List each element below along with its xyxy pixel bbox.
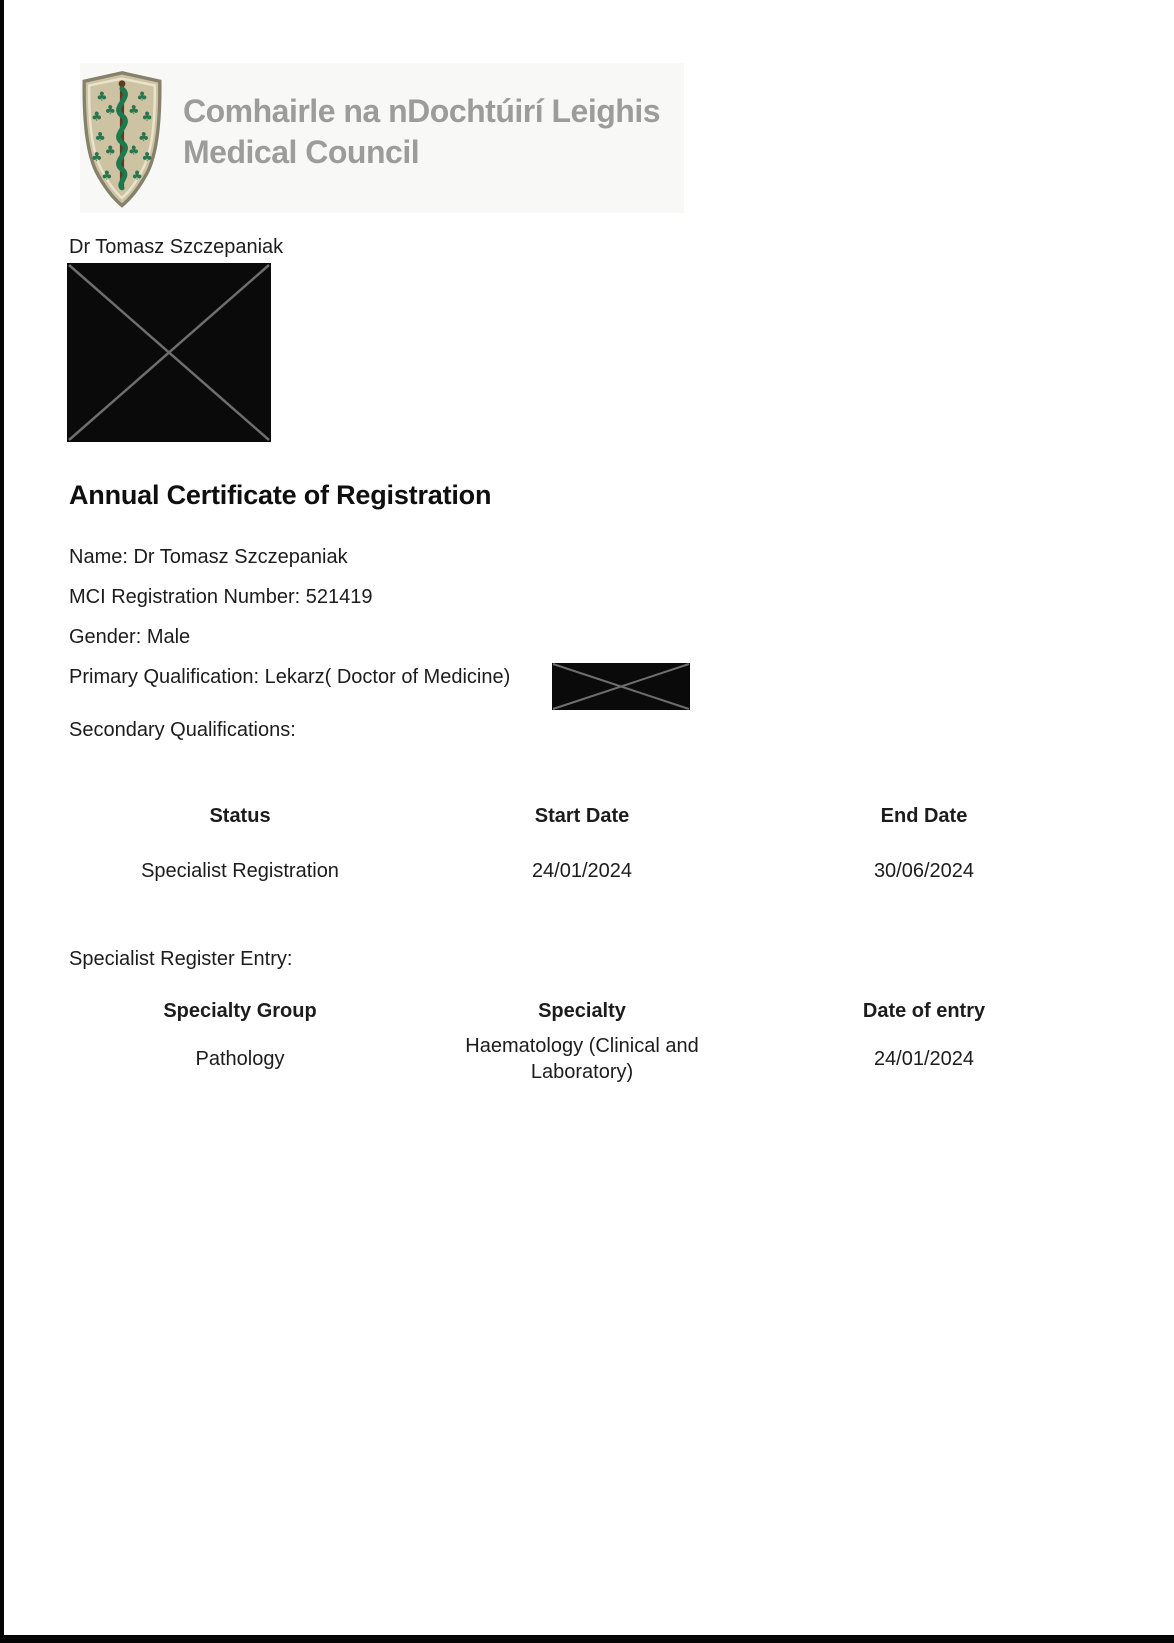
column-header-date-of-entry: Date of entry — [862, 1000, 986, 1022]
name-field: Name: Dr Tomasz Szczepaniak — [69, 546, 348, 568]
svg-text:♣: ♣ — [128, 101, 140, 117]
logo-wordmark — [183, 91, 660, 173]
practitioner-name: Dr Tomasz Szczepaniak — [69, 236, 284, 258]
photo-placeholder — [67, 263, 271, 442]
svg-text:♣: ♣ — [104, 101, 116, 117]
specialty-group-value: Pathology — [195, 1048, 285, 1070]
qualification-redaction-box — [552, 663, 690, 710]
specialty-value: Haematology (Clinical and Laboratory) — [465, 1035, 699, 1083]
gender-field: Gender: Male — [69, 626, 191, 648]
scan-edge-left — [0, 0, 4, 1643]
medical-council-shield-icon — [80, 70, 164, 210]
svg-text:♣: ♣ — [131, 167, 143, 183]
svg-text:♣: ♣ — [138, 128, 150, 144]
specialist-register-header-row — [69, 998, 1095, 1024]
registration-table-header-row — [69, 803, 1095, 829]
medical-council-logo — [80, 63, 684, 213]
status-value: Specialist Registration — [141, 860, 339, 882]
column-header-specialty-group: Specialty Group — [163, 1000, 317, 1022]
svg-text:♣: ♣ — [141, 108, 153, 124]
svg-text:♣: ♣ — [94, 128, 106, 144]
registration-table-row — [69, 858, 1095, 884]
column-header-status: Status — [209, 805, 271, 827]
svg-text:♣: ♣ — [91, 149, 103, 164]
scan-edge-bottom — [0, 1635, 1174, 1643]
svg-text:♣: ♣ — [101, 167, 113, 183]
svg-text:♣: ♣ — [136, 88, 148, 104]
svg-text:♣: ♣ — [141, 149, 153, 164]
svg-text:♣: ♣ — [91, 108, 103, 124]
specialist-register-row — [69, 1031, 1095, 1087]
page-title: Annual Certificate of Registration — [69, 480, 492, 510]
mci-registration-number-field: MCI Registration Number: 521419 — [69, 586, 373, 608]
specialist-register-label: Specialist Register Entry: — [69, 948, 293, 970]
column-header-start-date: Start Date — [534, 805, 630, 827]
svg-text:♣: ♣ — [128, 142, 140, 158]
svg-text:♣: ♣ — [96, 88, 108, 104]
secondary-qualifications-label: Secondary Qualifications: — [69, 719, 296, 741]
column-header-end-date: End Date — [880, 805, 968, 827]
svg-text:♣: ♣ — [104, 142, 116, 158]
org-name-english: Medical Council — [183, 134, 420, 170]
org-name-irish: Comhairle na nDochtúirí Leighis — [183, 93, 660, 129]
start-date-value: 24/01/2024 — [531, 860, 633, 882]
date-of-entry-value: 24/01/2024 — [873, 1048, 975, 1070]
primary-qualification-field: Primary Qualification: Lekarz( Doctor of Medicine) — [69, 666, 511, 688]
end-date-value: 30/06/2024 — [873, 860, 975, 882]
column-header-specialty: Specialty — [538, 1000, 626, 1022]
